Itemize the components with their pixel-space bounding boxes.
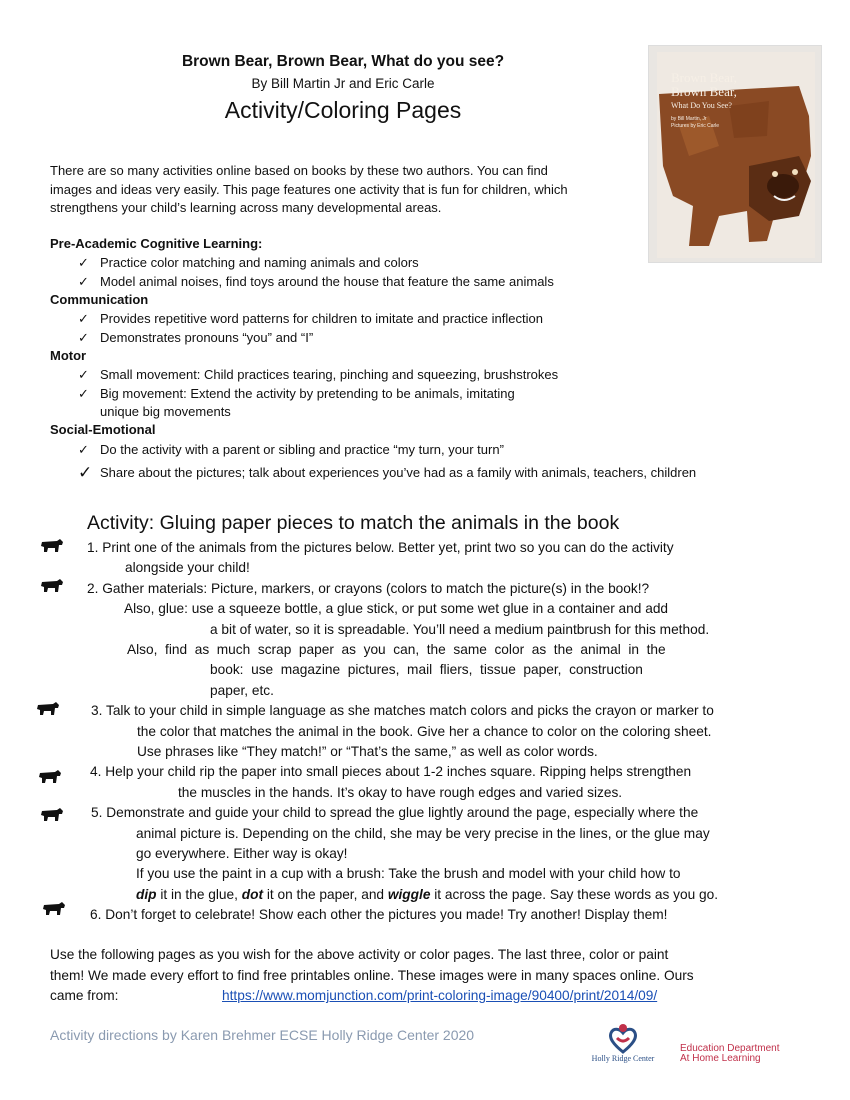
list-item: ✓ Do the activity with a parent or sibling and practice “my turn, your turn” <box>78 441 504 460</box>
holly-ridge-logo <box>583 1022 663 1072</box>
page-title: Activity/Coloring Pages <box>224 97 462 123</box>
footer-line: them! We made every effort to find free printables online. These images were in many spaces online. Ours <box>50 967 694 983</box>
bear-bullet-icon <box>40 579 64 593</box>
activity-heading: Activity: Gluing paper pieces to match the animals in the book <box>87 512 620 534</box>
bear-bullet-icon <box>42 902 66 916</box>
book-cover-image <box>648 45 822 263</box>
step-3: 3. Talk to your child in simple language as she matches match colors and picks the crayon or marker to <box>91 703 714 718</box>
step-3-line: the color that matches the animal in the book. Give her a chance to color on the coloring sheet. <box>137 724 712 739</box>
check-icon: ✓ <box>78 442 89 457</box>
step-4-line: the muscles in the hands. It’s okay to have rough edges and varied sizes. <box>178 785 623 800</box>
list-item: ✓ Big movement: Extend the activity by pretending to be animals, imitating <box>78 385 515 404</box>
cover-credit-line1: by Bill Martin, Jr <box>671 116 707 122</box>
list-item: ✓ Model animal noises, find toys around the house that feature the same animals <box>78 273 554 292</box>
step-5-emphasis-line: dip it in the glue, dot it on the paper, and wiggle it across the page. Say these words as you go. <box>136 887 719 902</box>
emphasis-dot: dot <box>241 887 264 902</box>
check-icon: ✓ <box>78 367 89 382</box>
intro-line: There are so many activities online based on books by these two authors. You can find <box>50 163 548 178</box>
check-icon: ✓ <box>78 386 89 401</box>
book-authors: By Bill Martin Jr and Eric Carle <box>251 76 435 91</box>
list-item: ✓ Demonstrates pronouns “you” and “I” <box>78 329 313 348</box>
check-icon: ✓ <box>78 463 93 482</box>
step-1-line: alongside your child! <box>125 560 250 575</box>
step-2-line: Also, find as much scrap paper as you can, the same color as the animal in the <box>127 642 666 657</box>
step-5-line: If you use the paint in a cup with a brush: Take the brush and model with your child how to <box>136 866 681 881</box>
bear-bullet-icon <box>38 770 62 784</box>
step-5: 5. Demonstrate and guide your child to spread the glue lightly around the page, especially where the <box>91 805 699 820</box>
list-item: ✓ Practice color matching and naming animals and colors <box>78 254 419 273</box>
step-5-line: go everywhere. Either way is okay! <box>136 846 348 861</box>
category-social-emotional: Social-Emotional <box>50 422 156 437</box>
list-item: ✓ Share about the pictures; talk about experiences you’ve had as a family with animals, teachers, children <box>78 463 697 482</box>
step-6: 6. Don’t forget to celebrate! Show each other the pictures you made! Try another! Display them! <box>90 907 668 922</box>
category-motor: Motor <box>50 348 87 363</box>
intro-line: images and ideas very easily. This page features one activity that is fun for children, which <box>50 181 568 197</box>
check-icon: ✓ <box>78 311 89 326</box>
step-2-line: Also, glue: use a squeeze bottle, a glue stick, or put some wet glue in a container and add <box>124 601 669 616</box>
footer-line: Use the following pages as you wish for the above activity or color pages. The last three, color or paint <box>50 947 669 962</box>
bear-bullet-icon <box>36 702 60 716</box>
step-2-line: paper, etc. <box>210 683 274 698</box>
step-2-line: a bit of water, so it is spreadable. You’ll need a medium paintbrush for this method. <box>210 622 710 637</box>
step-2: 2. Gather materials: Picture, markers, or crayons (colors to match the picture(s) in the book!? <box>87 581 650 596</box>
list-item: ✓ Provides repetitive word patterns for children to imitate and practice inflection <box>78 310 543 329</box>
cover-title-line3: What Do You See? <box>671 101 732 110</box>
book-title: Brown Bear, Brown Bear, What do you see? <box>181 53 505 70</box>
category-cognitive: Pre-Academic Cognitive Learning: <box>50 236 263 251</box>
emphasis-dip: dip <box>136 887 157 902</box>
step-2-line: book: use magazine pictures, mail fliers, tissue paper, construction <box>210 662 643 677</box>
step-4: 4. Help your child rip the paper into small pieces about 1-2 inches square. Ripping helps strengthen <box>90 764 692 779</box>
intro-line: strengthens your child’s learning across many developmental areas. <box>50 200 442 215</box>
cover-title-line1: Brown Bear, <box>671 70 737 85</box>
cover-credit-line2: Pictures by Eric Carle <box>671 123 720 129</box>
cover-title-line2: Brown Bear, <box>671 84 737 99</box>
list-item: ✓ Small movement: Child practices tearing, pinching and squeezing, brushstrokes <box>78 366 558 385</box>
intro-paragraph <box>50 162 620 218</box>
source-link[interactable]: https://www.momjunction.com/print-coloring-image/90400/print/2014/09/ <box>222 988 658 1003</box>
step-3-line: Use phrases like “They match!” or “That’s the same,” as well as color words. <box>137 744 598 759</box>
bear-bullet-icon <box>40 808 64 822</box>
step-1: 1. Print one of the animals from the pictures below. Better yet, print two so you can do the activity <box>87 540 674 555</box>
emphasis-wiggle: wiggle <box>387 887 431 902</box>
bear-bullet-icon <box>40 539 64 553</box>
category-communication: Communication <box>50 292 149 307</box>
holly-ridge-logo-text: Holly Ridge Center <box>591 1054 655 1063</box>
credit-text: Activity directions by Karen Brehmer ECSE Holly Ridge Center 2020 <box>50 1027 475 1043</box>
step-5-line: animal picture is. Depending on the child, she may be very precise in the lines, or the glue may <box>136 826 710 841</box>
footer-line: came from: https://www.momjunction.com/print-coloring-image/90400/print/2014/09/ <box>50 988 658 1003</box>
check-icon: ✓ <box>78 330 89 345</box>
check-icon: ✓ <box>78 255 89 270</box>
footer-paragraph <box>50 945 790 1007</box>
check-icon: ✓ <box>78 274 89 289</box>
list-item-continuation: unique big movements <box>100 404 231 419</box>
education-department-logo: Education Department At Home Learning <box>680 1043 780 1064</box>
